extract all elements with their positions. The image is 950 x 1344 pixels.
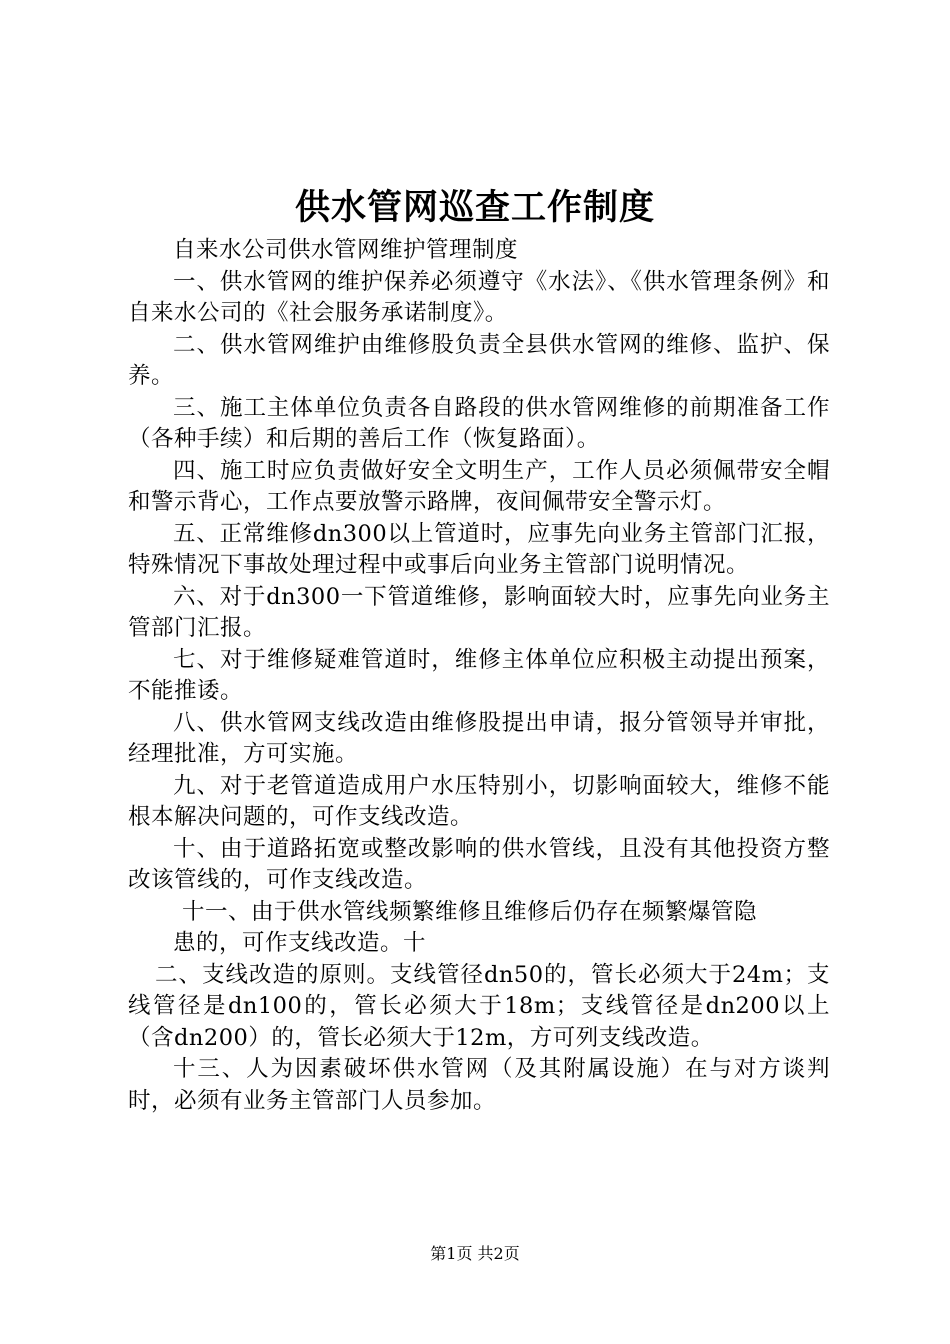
paragraph-2: 二、供水管网维护由维修股负责全县供水管网的维修、监护、保养。 <box>128 331 830 389</box>
paragraph-7: 七、对于维修疑难管道时，维修主体单位应积极主动提出预案，不能推诿。 <box>128 646 830 704</box>
paragraph-11: 十一、由于供水管线频繁维修且维修后仍存在频繁爆管隐 <box>182 898 758 925</box>
paragraph-8: 八、供水管网支线改造由维修股提出申请，报分管领导并审批，经理批准，方可实施。 <box>128 709 830 767</box>
document-body <box>128 235 830 1117</box>
paragraph-3: 三、施工主体单位负责各自路段的供水管网维修的前期准备工作（各种手续）和后期的善后工作（恢复路面）。 <box>128 394 830 452</box>
paragraph-1: 一、供水管网的维护保养必须遵守《水法》、《供水管理条例》和自来水公司的《社会服务承诺制度》。 <box>128 268 830 326</box>
paragraph-subtitle: 自来水公司供水管网维护管理制度 <box>173 237 519 263</box>
paragraph-5: 五、正常维修dn300以上管道时，应事先向业务主管部门汇报，特殊情况下事故处理过程中或事后向业务主管部门说明情况。 <box>128 520 830 578</box>
paragraph-12: 二、支线改造的原则。支线管径dn50的，管长必须大于24m；支线管径是dn100的，管长必须大于18m；支线管径是dn200以上（含dn200）的，管长必须大于12m，方可列支线改造。 <box>128 961 830 1051</box>
page-number-footer: 第1页 共2页 <box>430 1244 520 1263</box>
paragraph-13: 十三、人为因素破坏供水管网（及其附属设施）在与对方谈判时，必须有业务主管部门人员参加。 <box>128 1056 830 1114</box>
paragraph-4: 四、施工时应负责做好安全文明生产，工作人员必须佩带安全帽和警示背心，工作点要放警示路牌，夜间佩带安全警示灯。 <box>128 457 830 515</box>
paragraph-6: 六、对于dn300一下管道维修，影响面较大时，应事先向业务主管部门汇报。 <box>128 583 830 641</box>
paragraph-11-continued: 患的，可作支线改造。十 <box>173 930 427 956</box>
document-title: 供水管网巡查工作制度 <box>294 187 655 228</box>
paragraph-9: 九、对于老管道造成用户水压特别小，切影响面较大，维修不能根本解决问题的，可作支线改造。 <box>128 772 830 830</box>
paragraph-10: 十、由于道路拓宽或整改影响的供水管线，且没有其他投资方整改该管线的，可作支线改造。 <box>128 835 830 893</box>
